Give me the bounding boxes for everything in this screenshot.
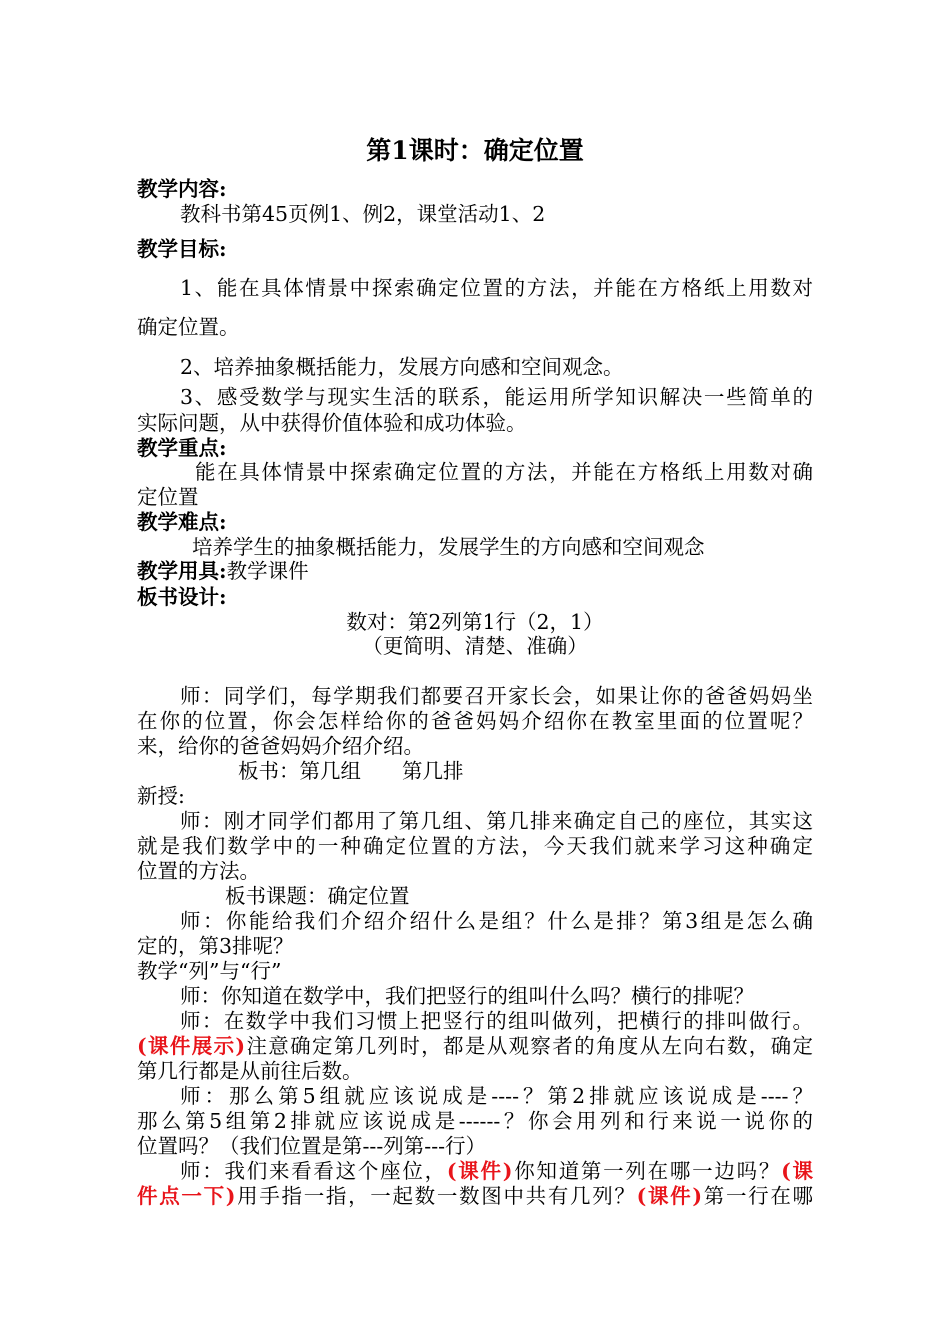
board-note-2: 板书课题：确定位置: [225, 884, 410, 908]
question-2: 师：你知道在数学中，我们把竖行的组叫什么吗？横行的排呢？: [180, 984, 754, 1008]
new-lesson-heading: 新授:: [137, 784, 185, 808]
objective-3-line-1: 3、感受数学与现实生活的联系，能运用所学知识解决一些简单的: [180, 385, 813, 409]
board-note-1: 板书：第几组 第几排: [238, 759, 464, 783]
question-1-line-1: 师：你能给我们介绍介绍什么是组？什么是排？第3组是怎么确: [180, 909, 813, 933]
objective-1-line-1: 1、能在具体情景中探索确定位置的方法，并能在方格纸上用数对: [180, 276, 813, 300]
intro-line-3: 来，给你的爸爸妈妈介绍介绍。: [137, 734, 424, 758]
keypoint-line-1: 能在具体情景中探索确定位置的方法，并能在方格纸上用数对确: [195, 460, 813, 484]
content-text: 教科书第45页例1、例2，课堂活动1、2: [180, 202, 546, 226]
question-4-line-3: 位置吗？（我们位置是第---列第---行）: [137, 1134, 487, 1158]
question-3-line-3: 第几行都是从前往后数。: [137, 1059, 363, 1083]
tools-heading: 教学用具:: [137, 559, 227, 583]
intro-line-2: 在你的位置，你会怎样给你的爸爸妈妈介绍你在教室里面的位置呢？: [137, 709, 813, 733]
objective-1-line-2: 确定位置。: [137, 315, 240, 339]
teach-columns-rows: 教学“列”与“行”: [137, 959, 282, 983]
question-1-line-2: 定的，第3排呢？: [137, 934, 294, 958]
board-heading: 板书设计:: [137, 585, 227, 609]
tools-text: 教学课件: [226, 559, 309, 583]
question-5-line-2: [137, 1183, 813, 1209]
question-3-line-2-text: 注意确定第几列时，都是从观察者的角度从左向右数，确定: [245, 1034, 813, 1058]
keypoint-heading: 教学重点:: [137, 436, 227, 460]
question-5-text-1: 师：我们来看看这个座位，: [180, 1159, 447, 1183]
courseware-tag-3: (课件): [636, 1184, 703, 1208]
difficulty-text: 培养学生的抽象概括能力，发展学生的方向感和空间观念: [192, 535, 705, 559]
question-3-line-1: 师：在数学中我们习惯上把竖行的组叫做列，把横行的排叫做行。: [180, 1009, 813, 1033]
content-heading: 教学内容:: [137, 177, 227, 201]
tools-line: [137, 558, 309, 584]
intro-line-1: 师：同学们，每学期我们都要召开家长会，如果让你的爸爸妈妈坐: [180, 684, 813, 708]
courseware-tag-1: (课件): [446, 1159, 513, 1183]
keypoint-line-2: 定位置: [137, 485, 199, 509]
question-3-line-2: [137, 1033, 813, 1059]
question-5-text-4: 第一行在哪: [702, 1184, 814, 1208]
question-5-text-2: 你知道第一列在哪一边吗？: [512, 1159, 782, 1183]
question-4-line-2: 那么第5组第2排就应该说成是------？你会用列和行来说一说你的: [137, 1109, 813, 1133]
new-lesson-line-1: 师：刚才同学们都用了第几组、第几排来确定自己的座位，其实这: [180, 809, 813, 833]
courseware-show-tag: (课件展示): [137, 1034, 246, 1058]
new-lesson-line-3: 位置的方法。: [137, 859, 260, 883]
question-5-text-3: 用手指一指，一起数一数图中共有几列？: [235, 1184, 637, 1208]
courseware-tag-2: (课: [781, 1159, 814, 1183]
objective-3-line-2: 实际问题，从中获得价值体验和成功体验。: [137, 411, 527, 435]
board-design-line-1: 数对：第2列第1行（2，1）: [346, 610, 604, 634]
question-4-line-1: 师：那么第5组就应该说成是----？第2排就应该说成是----？: [180, 1084, 813, 1108]
lesson-title: 第1课时：确定位置: [366, 136, 584, 165]
new-lesson-line-2: 就是我们数学中的一种确定位置的方法，今天我们就来学习这种确定: [137, 834, 813, 858]
courseware-click-tag: 件点一下): [137, 1184, 236, 1208]
objective-2: 2、培养抽象概括能力，发展方向感和空间观念。: [180, 355, 624, 379]
objectives-heading: 教学目标:: [137, 237, 227, 261]
question-5-line-1: [180, 1158, 813, 1184]
difficulty-heading: 教学难点:: [137, 510, 227, 534]
board-design-line-2: （更简明、清楚、准确）: [362, 634, 588, 658]
